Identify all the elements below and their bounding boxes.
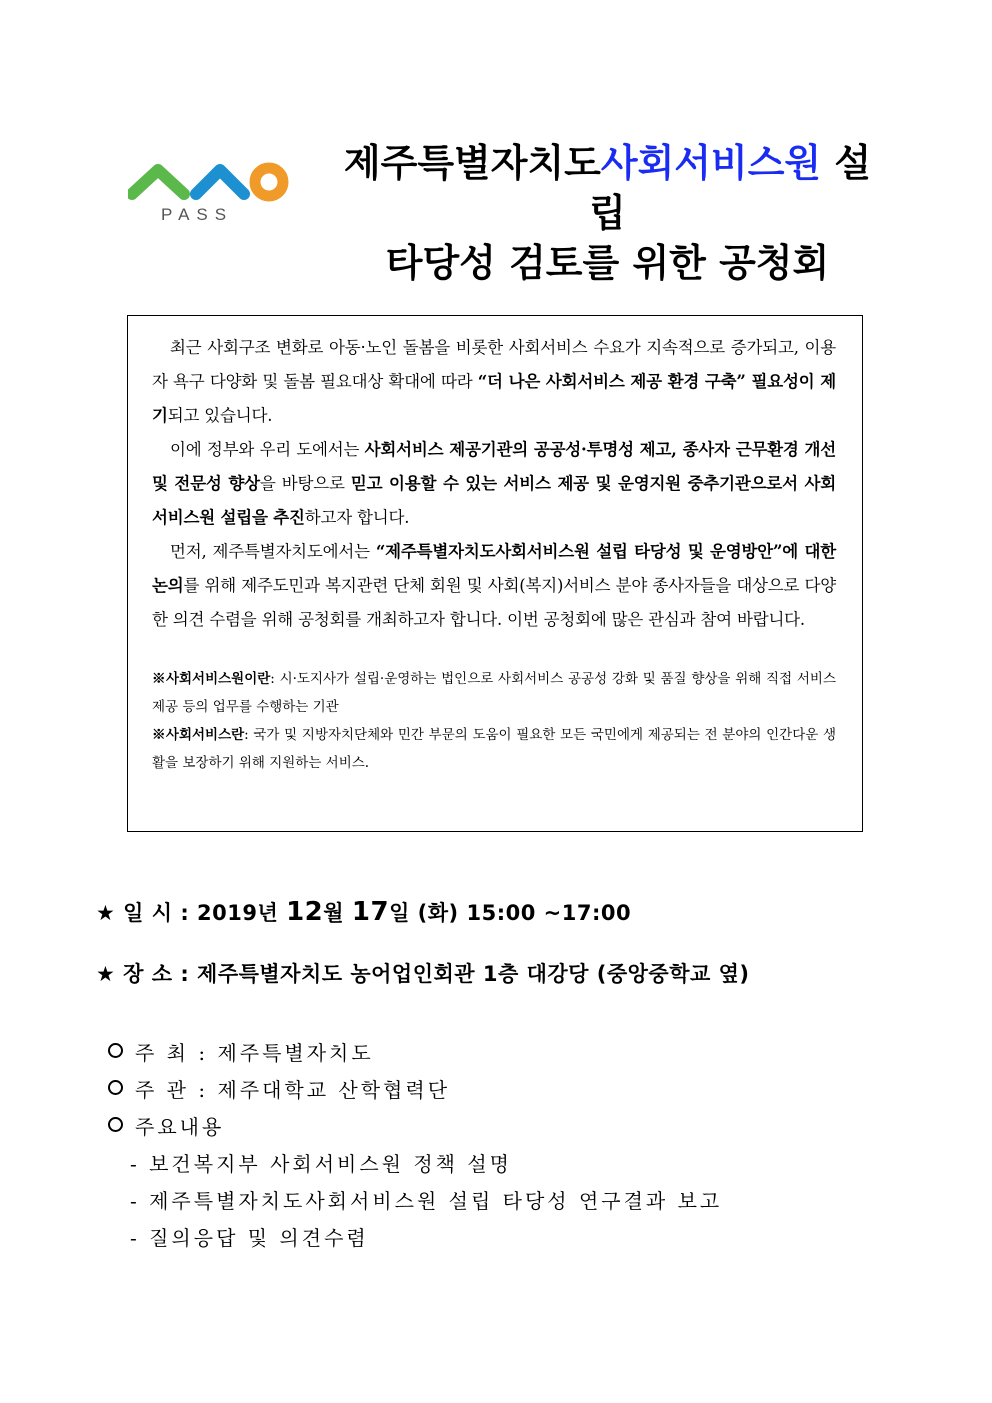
p1-text-2: 되고 있습니다. — [167, 406, 273, 425]
intro-paragraph-2 — [152, 433, 836, 535]
host-text: 주 최 : 제주특별자치도 — [135, 1041, 374, 1065]
date-day: 17 — [351, 897, 390, 927]
logo-left-chevron — [132, 170, 184, 194]
title-line-2: 타당성 검토를 위한 공청회 — [385, 241, 830, 285]
note2-text: : 국가 및 지방자치단체와 민간 부문의 도움이 필요한 모든 국민에게 제공되는 전 분야의 인간다운 생활을 보장하기 위해 지원하는 서비스. — [152, 727, 837, 771]
circle-bullet-icon — [108, 1043, 123, 1058]
p3-text-1: 먼저, 제주특별자치도에서는 — [170, 542, 376, 561]
organizer-text: 주 관 : 제주대학교 산학협력단 — [135, 1078, 451, 1102]
date-month: 12 — [286, 897, 324, 927]
place-row: ★ 장 소 : 제주특별자치도 농어업인회관 1층 대강당 (중앙중학교 옆) — [96, 962, 750, 986]
note-social-service — [152, 721, 836, 777]
circle-bullet-icon — [108, 1117, 123, 1132]
p1-text-1: 최근 사회구조 변화로 아동·노인 돌봄을 비롯한 사회서비스 수요가 지속적으로 증가되고, 이용자 욕구 다양화 및 돌봄 필요대상 확대에 따라 — [152, 338, 836, 391]
list-item-organizer — [108, 1072, 722, 1109]
definition-notes — [152, 665, 836, 777]
p3-bold-1: “제주특별자치도사회서비스원 설립 타당성 및 운영방안”에 대한 논의 — [152, 542, 836, 595]
list-item-host — [108, 1035, 722, 1072]
page-title — [330, 138, 885, 288]
details-list — [108, 1035, 722, 1257]
title-prefix: 제주특별자치도 — [343, 141, 601, 185]
contents-item: - 질의응답 및 의견수렴 — [130, 1226, 369, 1250]
logo-text: PASS — [161, 205, 234, 224]
p1-bold-1: “더 나은 사회서비스 제공 환경 구축” 필요성이 제기 — [152, 372, 836, 425]
p2-bold-1: 사회서비스 제공기관의 공공성·투명성 제고, 종사자 근무환경 개선 및 전문성 향상 — [152, 440, 837, 493]
note1-label: ※사회서비스원이란 — [152, 671, 271, 687]
date-month-unit: 월 — [323, 901, 352, 925]
note1-text: : 시·도지사가 설립·운영하는 법인으로 사회서비스 공공성 강화 및 품질 향상을 위해 직접 서비스 제공 등의 업무를 수행하는 기관 — [152, 671, 837, 715]
title-line-1 — [330, 138, 885, 238]
contents-item: - 제주특별자치도사회서비스원 설립 타당성 연구결과 보고 — [130, 1189, 723, 1213]
title-suffix: 설립 — [589, 141, 872, 235]
p3-text-2: 를 위해 제주도민과 복지관련 단체 회원 및 사회(복지)서비스 분야 종사자들을 대상으로 다양한 의견 수렴을 위해 공청회를 개최하고자 합니다. 이번 공청회에 많은 관심과 참여 바랍니다. — [152, 576, 836, 629]
logo-middle-chevron — [196, 170, 244, 194]
contents-label: 주요내용 — [135, 1115, 225, 1139]
p2-text-2: 을 바탕으로 — [259, 474, 351, 493]
list-item-contents — [108, 1109, 722, 1146]
note-social-service-institute — [152, 665, 836, 721]
intro-paragraph-3 — [152, 535, 836, 637]
p2-text-3: 하고자 합니다. — [304, 508, 410, 527]
contents-item: - 보건복지부 사회서비스원 정책 설명 — [130, 1152, 512, 1176]
note2-label: ※사회서비스란 — [152, 727, 245, 743]
date-day-unit: 일 (화) 15:00 ~17:00 — [389, 901, 632, 925]
intro-paragraph-1 — [152, 331, 836, 433]
intro-box — [127, 315, 863, 832]
date-row — [96, 897, 631, 927]
title-accent: 사회서비스원 — [600, 141, 822, 185]
logo-circle — [255, 168, 283, 196]
circle-bullet-icon — [108, 1080, 123, 1095]
p2-text-1: 이에 정부와 우리 도에서는 — [170, 440, 365, 459]
p2-bold-2: 믿고 이용할 수 있는 서비스 제공 및 운영지원 중추기관으로서 사회서비스원 설립을 추진 — [152, 474, 836, 527]
date-label: ★ 일 시 : 2019년 — [96, 901, 287, 925]
